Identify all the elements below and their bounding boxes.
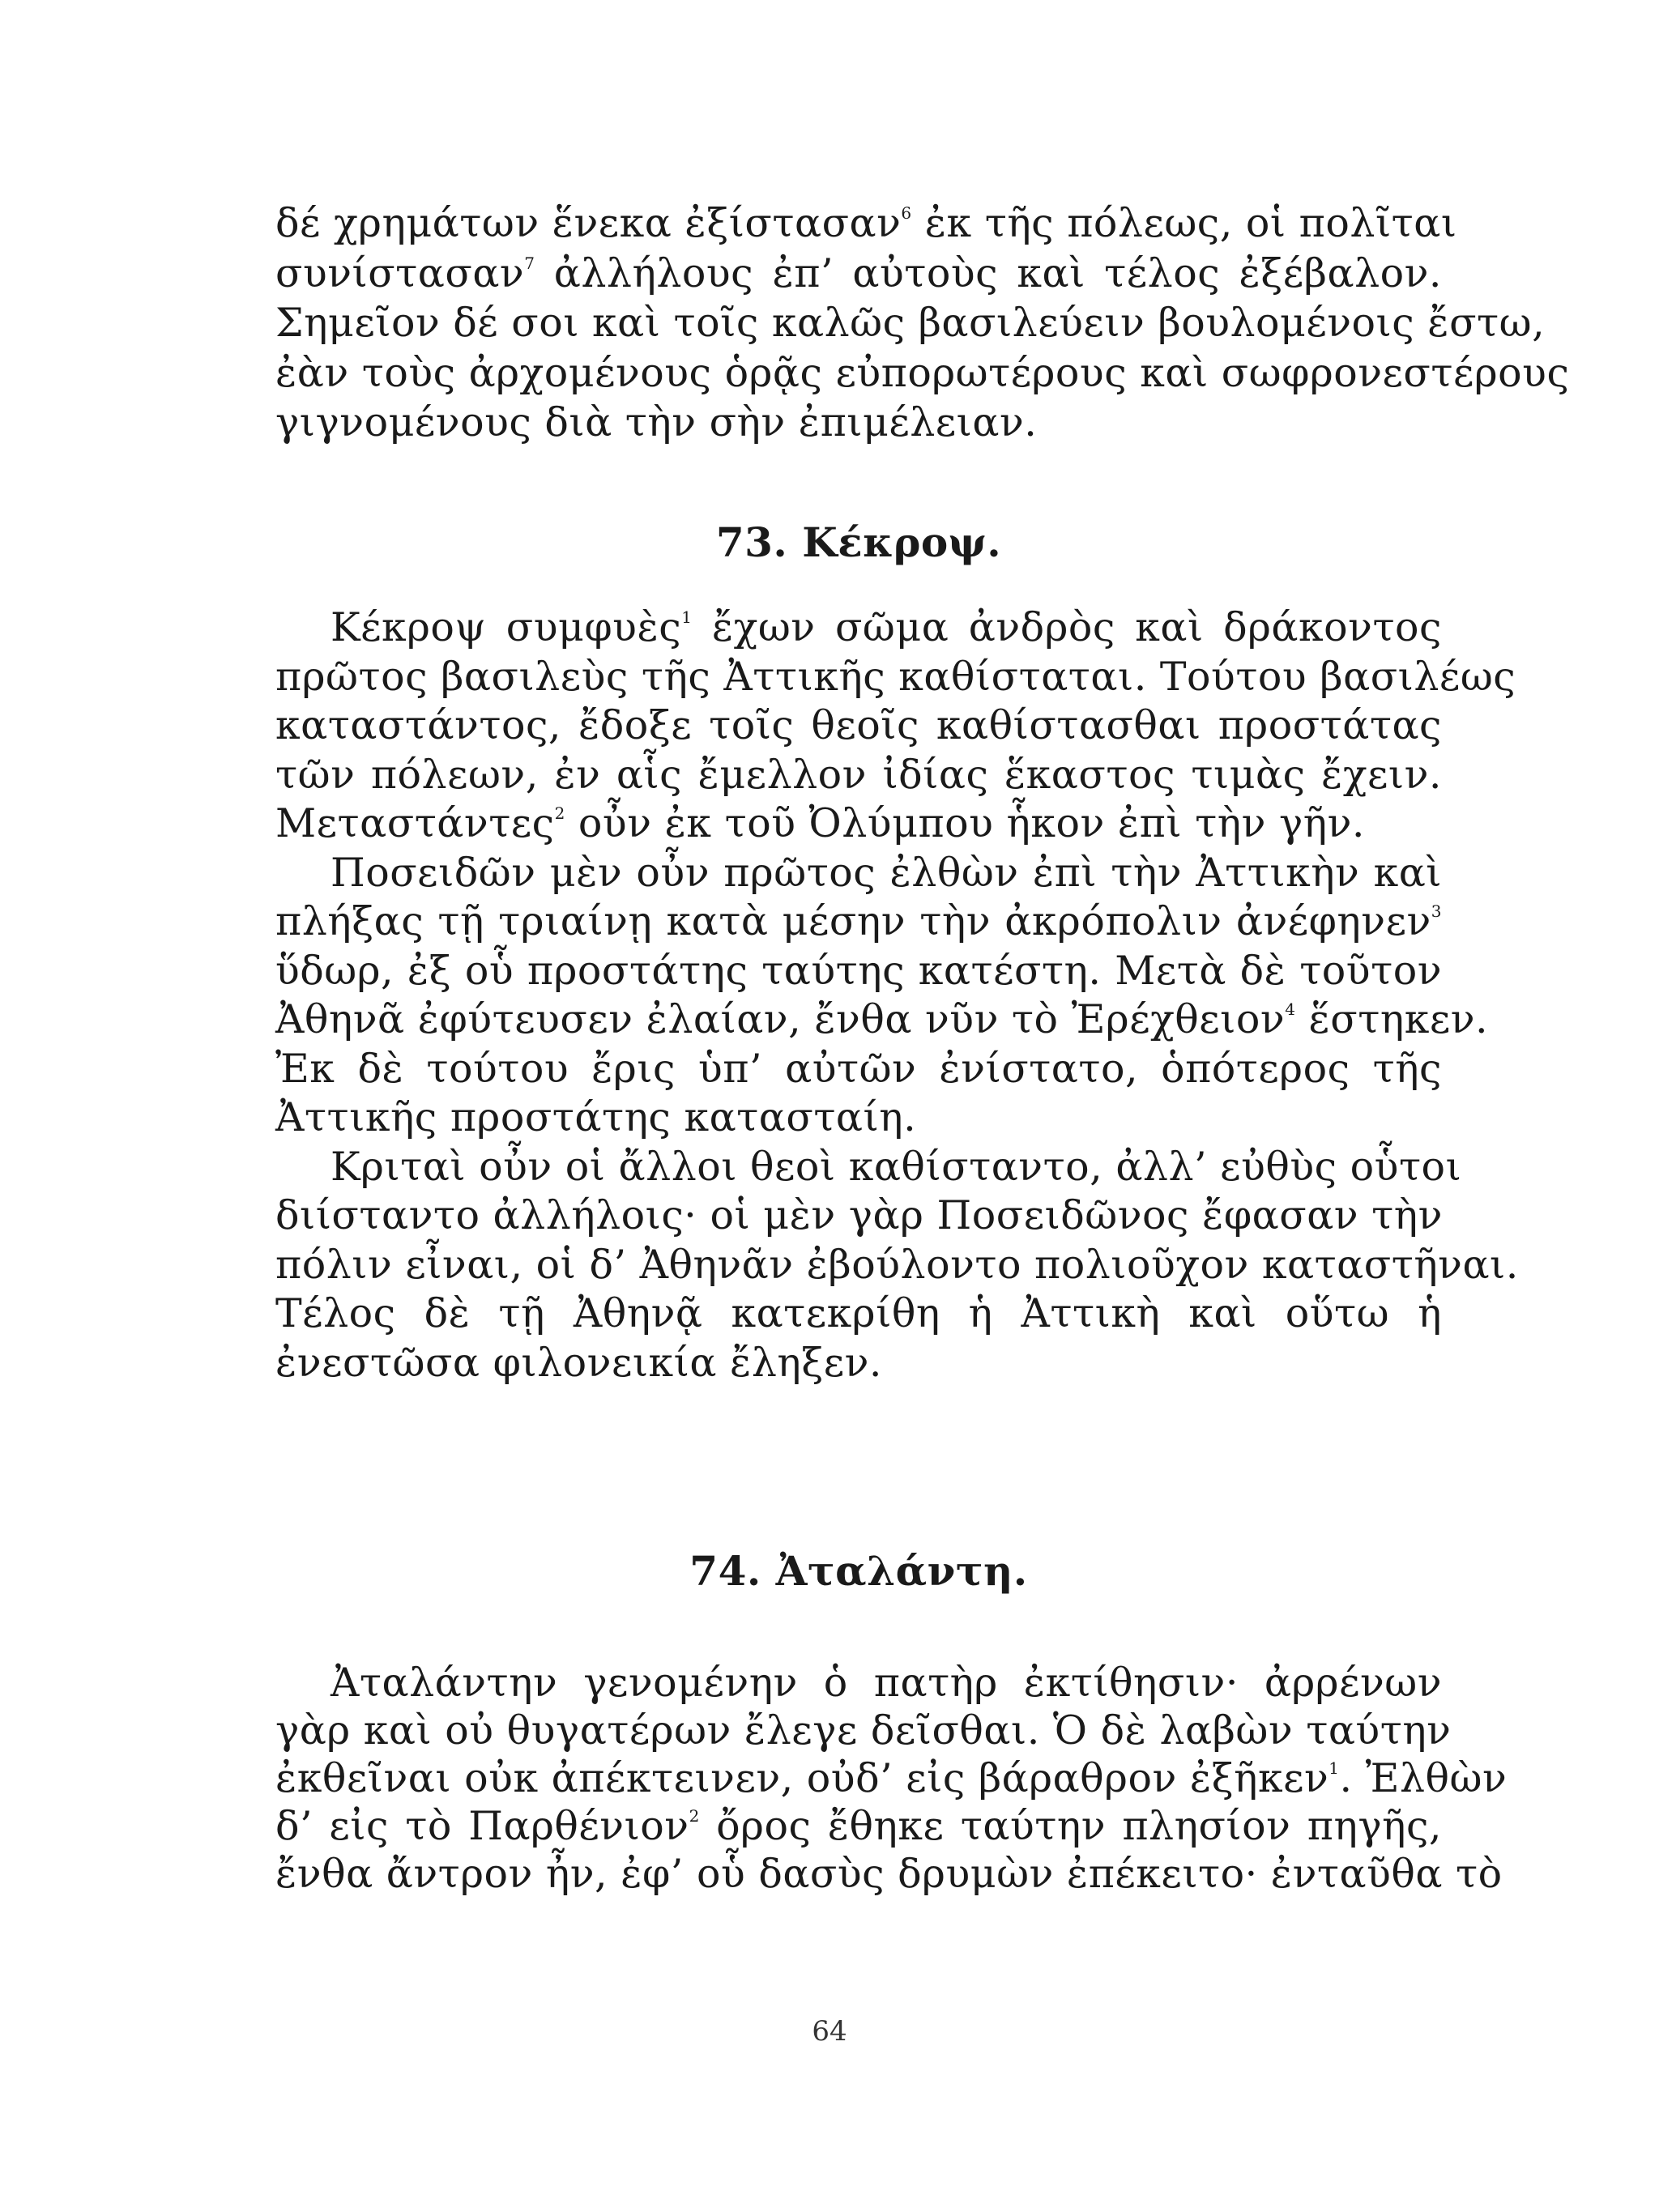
section-74-body bbox=[275, 1659, 1508, 1898]
text-line: ἐκθεῖναι οὐκ ἀπέκτεινεν, οὐδ’ εἰς βάραθρον ἐξῆκεν$^1$. Ἐλθὼν bbox=[275, 1755, 1508, 1801]
footnote-marker: 6 bbox=[901, 203, 912, 223]
text-line: Κριταὶ οὖν οἱ ἄλλοι θεοὶ καθίσταντο, ἀλλ’ εὐθὺς οὗτοι bbox=[331, 1143, 1462, 1190]
section-heading-73: 73. Κέκροψ. bbox=[715, 518, 1002, 566]
text-line: Ποσειδῶν μὲν οὖν πρῶτος ἐλθὼν ἐπὶ τὴν Ἀττικὴν καὶ bbox=[331, 849, 1442, 896]
text-line: δέ χρημάτων ἕνεκα ἐξίστασαν$^6$ ἐκ τῆς πόλεως, οἱ πολῖται bbox=[275, 200, 1457, 246]
text-line: τῶν πόλεων, ἐν αἷς ἔμελλον ἰδίας ἕκαστος τιμὰς ἔχειν. bbox=[275, 751, 1442, 798]
footnote-marker: 4 bbox=[1285, 999, 1296, 1019]
text-line: Ἀταλάντην γενομένην ὁ πατὴρ ἐκτίθησιν· ἀρρένων bbox=[331, 1660, 1442, 1706]
text-line: Σημεῖον δέ σοι καὶ τοῖς καλῶς βασιλεύειν βουλομένοις ἔστω, bbox=[275, 300, 1546, 346]
footnote-marker: 3 bbox=[1431, 901, 1442, 921]
text-line: δ’ εἰς τὸ Παρθένιον$^2$ ὄρος ἔθηκε ταύτην πλησίον πηγῆς, bbox=[275, 1803, 1442, 1849]
footnote-marker: 7 bbox=[524, 253, 535, 273]
text-line: Ἐκ δὲ τούτου ἔρις ὑπ’ αὐτῶν ἐνίστατο, ὁπότερος τῆς bbox=[275, 1045, 1442, 1092]
text-line: γιγνομένους διὰ τὴν σὴν ἐπιμέλειαν. bbox=[275, 399, 1038, 445]
text-line: πόλιν εἶναι, οἱ δ’ Ἀθηνᾶν ἐβούλοντο πολιοῦχον καταστῆναι. bbox=[275, 1241, 1519, 1288]
footnote-marker: 2 bbox=[554, 803, 565, 823]
text-line: συνίστασαν$^7$ ἀλλήλους ἐπ’ αὐτοὺς καὶ τέλος ἐξέβαλον. bbox=[275, 249, 1442, 296]
footnote-marker: 1 bbox=[681, 607, 693, 627]
text-line: ἔνθα ἄντρον ἦν, ἐφ’ οὗ δασὺς δρυμὼν ἐπέκειτο· ἐνταῦθα τὸ bbox=[275, 1851, 1503, 1897]
text-line: ὕδωρ, ἐξ οὗ προστάτης ταύτης κατέστη. Μετὰ δὲ τοῦτον bbox=[275, 947, 1442, 994]
section-73-body bbox=[275, 603, 1519, 1387]
section-heading-74: 74. Ἀταλάντη. bbox=[689, 1547, 1028, 1595]
text-line: ἐὰν τοὺς ἀρχομένους ὁρᾷς εὐπορωτέρους καὶ σωφρονεστέρους bbox=[275, 349, 1570, 396]
footnote-marker: 2 bbox=[689, 1806, 700, 1826]
text-line: καταστάντος, ἔδοξε τοῖς θεοῖς καθίστασθαι προστάτας bbox=[275, 702, 1442, 748]
footnote-marker: 1 bbox=[1328, 1758, 1340, 1778]
text-line: Τέλος δὲ τῇ Ἀθηνᾷ κατεκρίθη ἡ Ἀττικὴ καὶ οὕτω ἡ bbox=[275, 1290, 1442, 1336]
page-number: 64 bbox=[812, 2015, 847, 2048]
text-line: Ἀθηνᾶ ἐφύτευσεν ἐλαίαν, ἔνθα νῦν τὸ Ἐρέχθειον$^4$ ἕστηκεν. bbox=[275, 996, 1489, 1042]
text-line: Κέκροψ συμφυὲς$^1$ ἔχων σῶμα ἀνδρὸς καὶ δράκοντος bbox=[331, 604, 1442, 650]
text-line: Ἀττικῆς προστάτης κατασταίη. bbox=[275, 1094, 917, 1140]
intro-paragraph bbox=[275, 198, 1570, 448]
text-line: ἐνεστῶσα φιλονεικία ἔληξεν. bbox=[275, 1339, 883, 1386]
text-line: πρῶτος βασιλεὺς τῆς Ἀττικῆς καθίσταται. Τούτου βασιλέως bbox=[275, 653, 1516, 700]
text-line: γὰρ καὶ οὐ θυγατέρων ἔλεγε δεῖσθαι. Ὁ δὲ λαβὼν ταύτην bbox=[275, 1707, 1452, 1754]
text-line: διίσταντο ἀλλήλοις· οἱ μὲν γὰρ Ποσειδῶνος ἔφασαν τὴν bbox=[275, 1192, 1443, 1238]
text-line: Μεταστάντες$^2$ οὖν ἐκ τοῦ Ὀλύμπου ἧκον ἐπὶ τὴν γῆν. bbox=[275, 800, 1365, 846]
text-line: πλήξας τῇ τριαίνῃ κατὰ μέσην τὴν ἀκρόπολιν ἀνέφηνεν$^3$ bbox=[275, 898, 1442, 944]
